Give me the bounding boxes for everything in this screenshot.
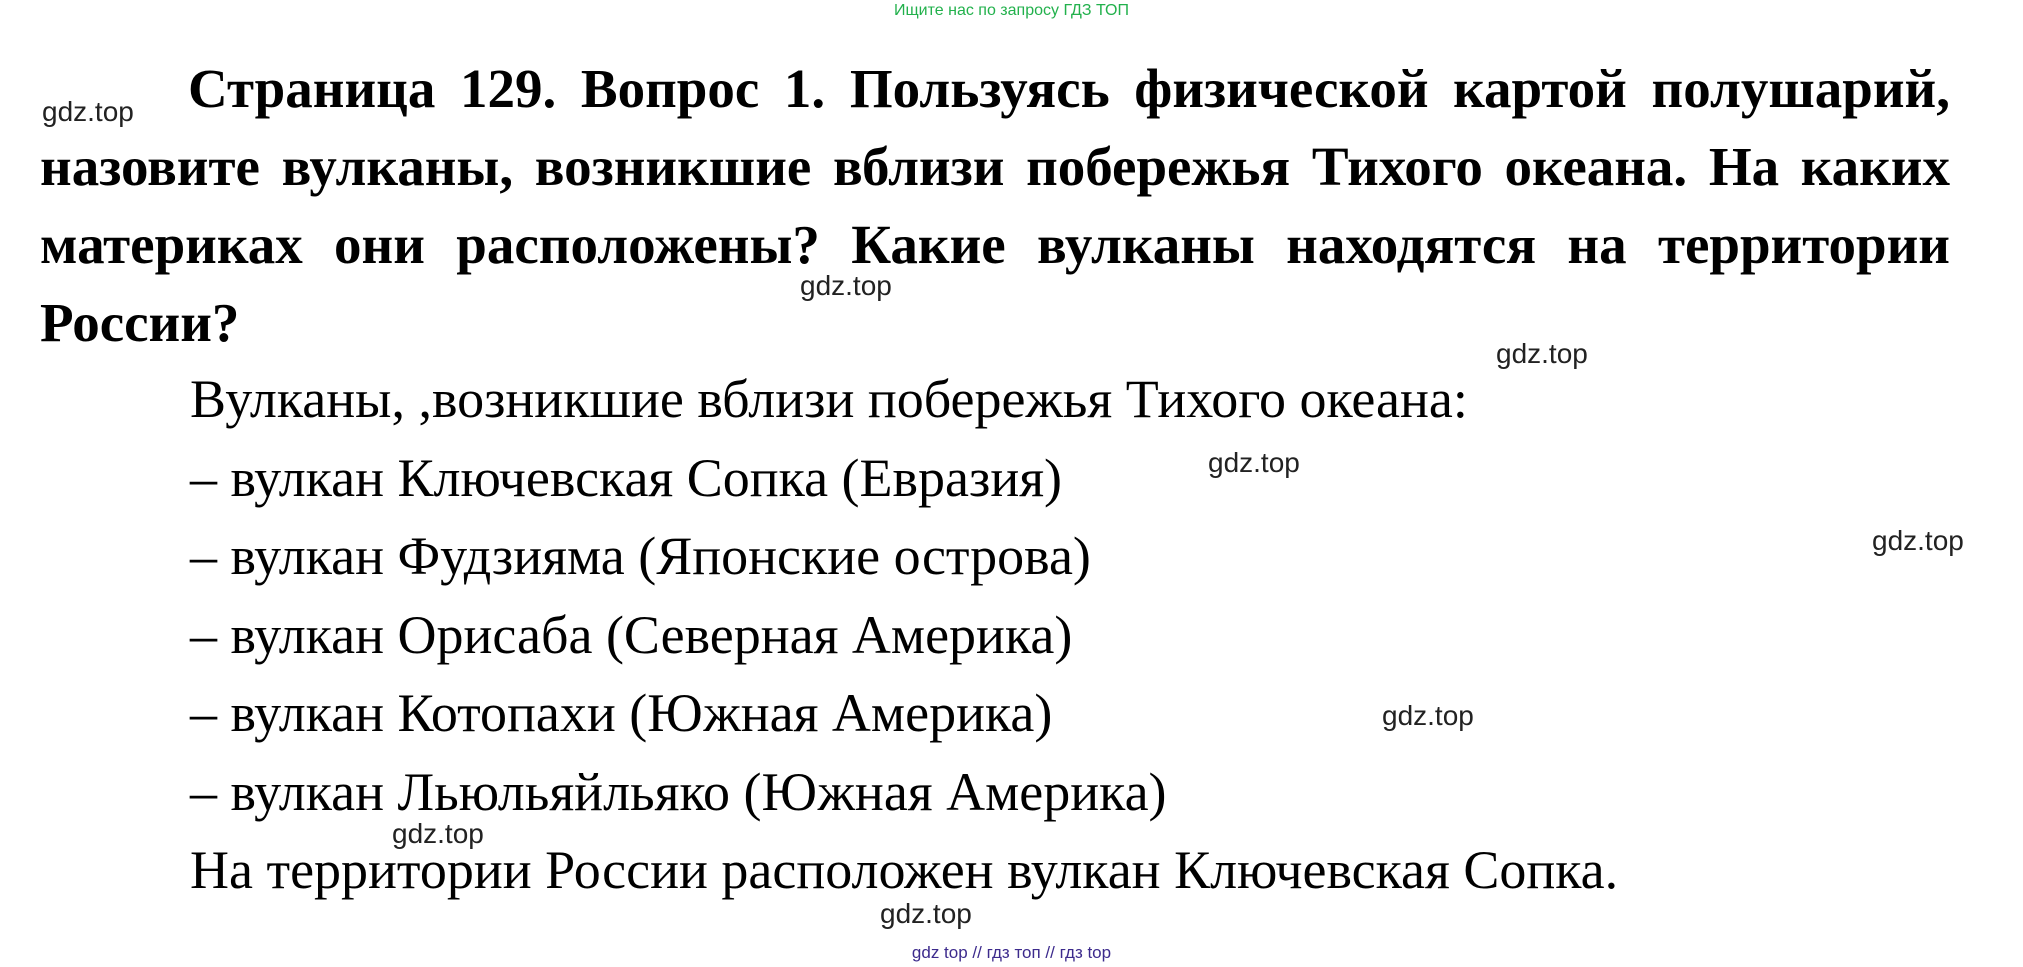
watermark: gdz.top [1208,447,1300,478]
watermark: gdz.top [1496,338,1588,369]
watermark: gdz.top [392,818,484,849]
list-item: – вулкан Льюльяйльяко (Южная Америка) [190,761,1167,822]
watermark: gdz.top [42,96,134,127]
header-note: Ищите нас по запросу ГДЗ ТОП [894,2,1129,19]
watermark: gdz.top [1872,525,1964,556]
list-item: – вулкан Фудзияма (Японские острова) [190,526,1091,586]
footer-note: gdz top // гдз топ // гдз top [911,943,1112,962]
watermark: gdz.top [800,270,892,301]
watermark: gdz.top [880,898,972,929]
list-item: – вулкан Котопахи (Южная Америка) [190,683,1053,743]
watermark: gdz.top [1382,700,1474,731]
list-item: – вулкан Ключевская Сопка (Евразия) [190,447,1063,508]
list-item: – вулкан Орисаба (Северная Америка) [190,604,1073,665]
answer-conclusion: На территории России расположен вулкан Ключевская Сопка. [190,840,1619,900]
answer-intro: Вулканы, ,возникшие вблизи побережья Тихого океана: [190,369,1468,429]
question-text: Страница 129. Вопрос 1. Пользуясь физической картой полушарий, назовите вулканы, возникшие вблизи побережья Тихого океана. На каких материках они расположены? Какие вулканы находятся на территории России? [40,58,1950,353]
